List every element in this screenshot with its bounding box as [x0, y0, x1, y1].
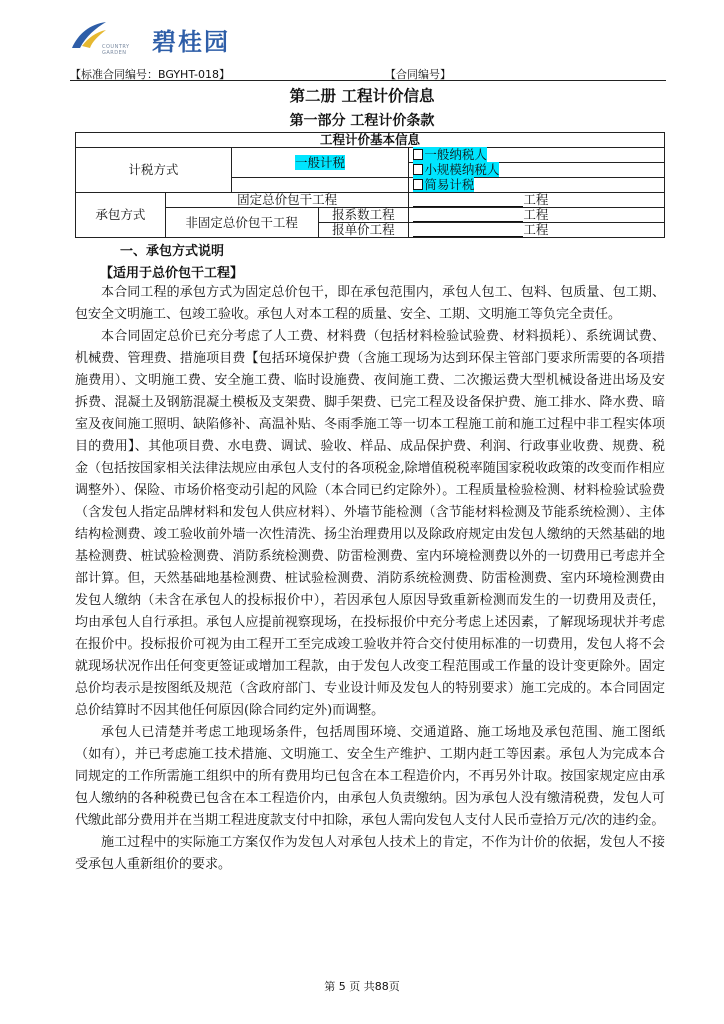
non-fixed-label: 非固定总价包干工程	[165, 208, 318, 238]
fixed-total-blank[interactable]: 工程	[409, 193, 665, 208]
section-subheading-fixed-total: 【适用于总价包干工程】	[100, 266, 244, 281]
tax-method-label: 计税方式	[76, 148, 232, 193]
paragraph-3: 承包人已清楚并考虑工地现场条件，包括周围环境、交通道路、施工场地及承包范围、施工图纸（如有），并已考虑施工技术措施、文明施工、安全生产维护、工期内赶工等因素。承包人为完成本合同规定的工作所需施工组织中的所有费用均已包含在本工程造价内，不再另外计取。按国家规定应由承包人缴纳的各种税费已包含在本工程造价内，由承包人负责缴纳。因为承包人没有缴清税费，发包人可代缴此部分费用并在当期工程进度款支付中扣除，承包人需向发包人支付人民币壹拾万元/次的违约金。	[75, 725, 665, 828]
header-divider	[70, 80, 666, 81]
fill-in-line[interactable]	[413, 196, 523, 207]
contract-number: 【合同编号】	[385, 68, 451, 81]
table-title: 工程计价基本信息	[76, 133, 665, 148]
page-footer: 第 5 页 共88页	[324, 980, 400, 993]
paragraph-1: 本合同工程的承包方式为固定总价包干，即在承包范围内，承包人包工、包料、包质量、包工期、包安全文明施工、包竣工验收。承包人对本工程的质量、安全、工期、文明施工等负完全责任。	[75, 285, 665, 322]
checkbox-icon[interactable]	[413, 179, 423, 190]
coefficient-blank[interactable]: 工程	[409, 208, 665, 223]
checkbox-icon[interactable]	[413, 149, 423, 160]
checkbox-icon[interactable]	[413, 164, 423, 175]
coefficient-label: 报系数工程	[318, 208, 409, 223]
fill-in-line[interactable]	[413, 226, 523, 237]
volume-title: 第二册 工程计价信息	[289, 86, 435, 105]
paragraph-2: 本合同固定总价已充分考虑了人工费、材料费（包括材料检验试验费、材料损耗）、系统调试费、机械费、管理费、措施项目费【包括环境保护费（含施工现场为达到环保主管部门要求所需要的各项措施费用）、文明施工费、安全施工费、临时设施费、夜间施工费、二次搬运费大型机械设备进出场及安拆费、混凝土及钢筋混凝土模板及支架费、脚手架费、已完工程及设备保护费、施工排水、降水费、暗室及夜间施工照明、缺陷修补、高温补贴、冬雨季施工等一切本工程施工前和施工过程中非工程实体项目的费用】、其他项目费、水电费、调试、验收、样品、成品保护费、利润、行政事业收费、规费、税金（包括按国家相关法律法规应由承包人支付的各项税金,除增值税税率随国家税收政策的改变而作相应调整外）、保险、市场价格变动引起的风险（本合同已约定除外）。工程质量检验检测、材料检验试验费（含发包人指定品牌材料和发包人供应材料）、外墙节能检测（含节能材料检测及节能系统检测）、主体结构检测费、竣工验收前外墙一次性清洗、扬尘治理费用以及除政府规定由发包人缴纳的天然基础的地基检测费、桩试验检测费、消防系统检测费、防雷检测费、室内环境检测费以外的一切费用已考虑并全部计算。但，天然基础地基检测费、桩试验检测费、消防系统检测费、防雷检测费、室内环境检测费由发包人缴纳（未含在承包人的投标报价中），若因承包人原因导致重新检测而发生的一切费用及责任，均由承包人自行承担。承包人应提前视察现场，在投标报价中充分考虑上述因素，了解现场现状并考虑在报价中。投标报价可视为由工程开工至完成竣工验收并符合交付使用标准的一切费用，发包人将不会就现场状况作出任何变更签证或增加工程款，由于发包人改变工程范围或工作量的设计变更除外。固定总价均表示是按图纸及规范（含政府部门、专业设计师及发包人的特别要求）施工完成的。本合同固定总价结算时不因其他任何原因(除合同约定外)而调整。	[75, 329, 665, 718]
logo-english: COUNTRY GARDEN	[102, 44, 130, 56]
logo-chinese-name: 碧桂园	[152, 28, 230, 56]
tax-option-simple[interactable]: 简易计税	[409, 178, 665, 193]
contract-type-label: 承包方式	[76, 193, 166, 238]
paragraph-4: 施工过程中的实际施工方案仅作为发包人对承包人技术上的肯定，不作为计价的依据，发包人不接受承包人重新组价的要求。	[75, 835, 665, 872]
fixed-total-label: 固定总价包干工程	[165, 193, 409, 208]
general-tax-cell	[231, 148, 409, 178]
unit-price-label: 报单价工程	[318, 223, 409, 238]
part-title: 第一部分 工程计价条款	[289, 113, 435, 129]
unit-price-blank[interactable]: 工程	[409, 223, 665, 238]
section-heading-contract-mode: 一、承包方式说明	[120, 244, 225, 259]
empty-cell	[231, 178, 409, 193]
general-tax-text: 一般计税	[295, 154, 346, 170]
tax-option-general-taxpayer[interactable]: 一般纳税人	[409, 148, 665, 163]
pricing-info-table	[75, 132, 665, 238]
fill-in-line[interactable]	[413, 211, 523, 222]
body-text	[75, 282, 665, 876]
standard-contract-number: 【标准合同编号：BGYHT-018】	[70, 68, 230, 81]
tax-option-small-taxpayer[interactable]: 小规模纳税人	[409, 163, 665, 178]
